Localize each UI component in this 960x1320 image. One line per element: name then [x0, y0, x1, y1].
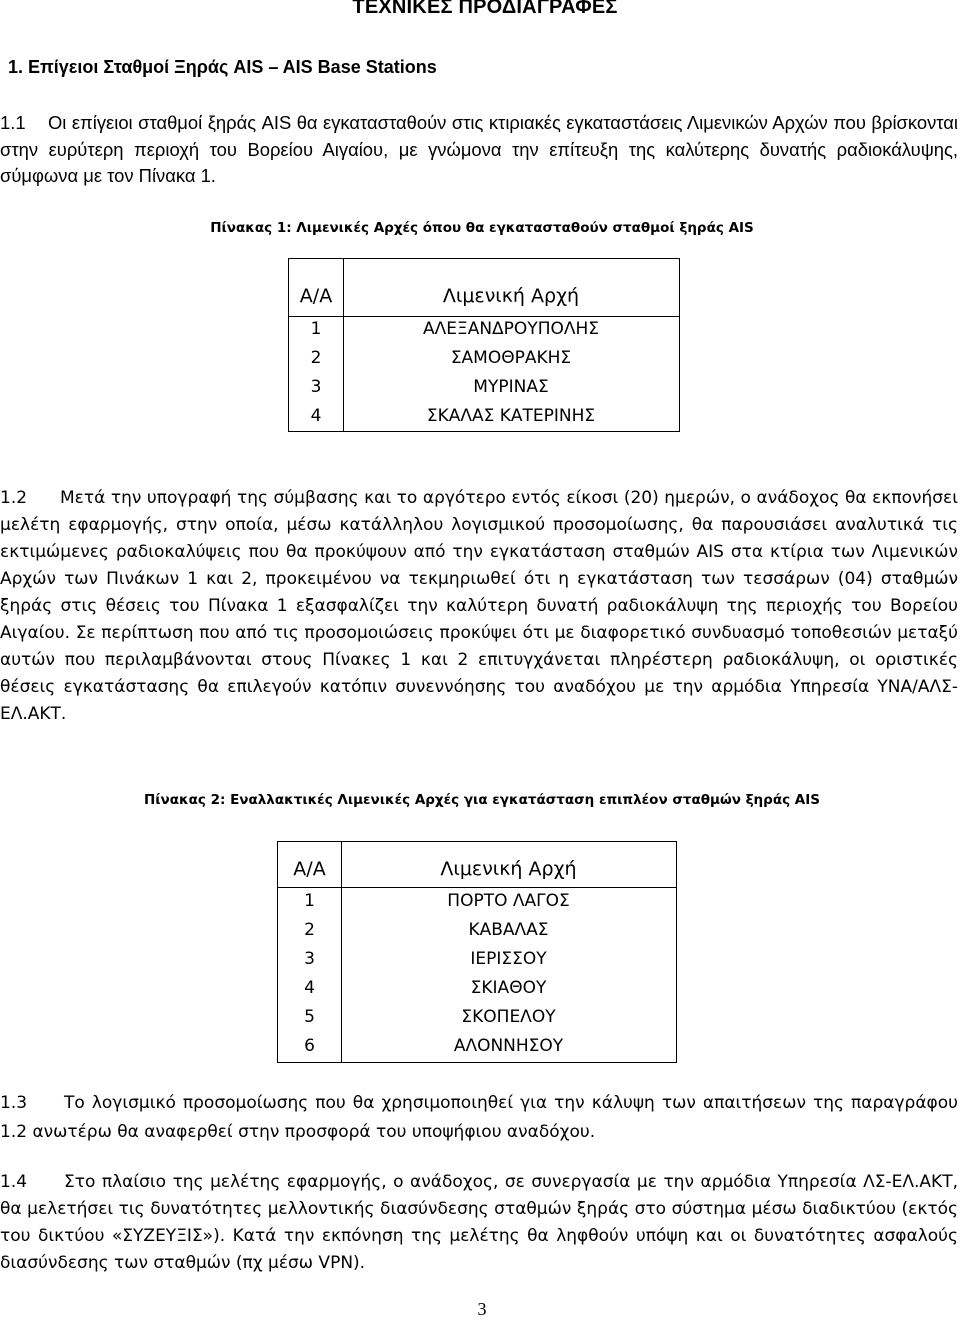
header-cell-authority: Λιμενική Αρχή	[440, 858, 577, 880]
cell-number: 3	[304, 949, 315, 969]
cell-number: 2	[304, 920, 315, 940]
cell-number: 2	[310, 348, 322, 368]
paragraph-number: 1.2	[0, 488, 28, 508]
header-cell-number: Α/Α	[293, 858, 326, 880]
section-heading: 1. Επίγειοι Σταθμοί Ξηράς AIS – AIS Base Stations	[8, 57, 437, 77]
document-title: ΤΕΧΝΙΚΕΣ ΠΡΟΔΙΑΓΡΑΦΕΣ	[352, 0, 618, 18]
paragraph-text: Μετά την υπογραφή της σύμβασης και το αργότερο εντός είκοσι (20) ημερών, ο ανάδοχος θα εκπονήσει μελέτη εφαρμογής, στην οποία, μέσω κατάλληλου λογισμικού προσομοίωσης, θα παρουσιάσει αναλυτικά τις εκτιμώμενες ραδιοκαλύψεις που θα προκύψουν από την εγκατάσταση σταθμών AIS στα κτίρια των Λιμενικών Αρχών των Πινάκων 1 και 2, προκειμένου να τεκμηριωθεί ότι η εγκατάσταση των τεσσάρων (04) σταθμών ξηράς στις θέσεις του Πίνακα 1 εξασφαλίζει την καλύτερη δυνατή ραδιοκάλυψη της περιοχής του Βορείου Αιγαίου. Σε περίπτωση που από τις προσομοιώσεις προκύψει ότι με διαφορετικό συνδυασμό τοποθεσιών μεταξύ αυτών που περιλαμβάνονται στους Πίνακες 1 και 2 επιτυγχάνεται πληρέστερη ραδιοκάλυψη, οι οριστικές θέσεις εγκατάστασης θα επιλεγούν κατόπιν συνεννόησης του αναδόχου με την αρμόδια Υπηρεσία ΥΝΑ/ΑΛΣ-ΕΛ.ΑΚΤ.	[0, 488, 958, 724]
cell-authority: ΣΚΟΠΕΛΟΥ	[461, 1007, 556, 1027]
cell-number: 1	[304, 891, 315, 911]
table-2	[277, 841, 677, 1063]
cell-authority: ΠΟΡΤΟ ΛΑΓΟΣ	[447, 891, 570, 911]
paragraph-number: 1.1	[0, 112, 26, 133]
paragraph-number: 1.3	[0, 1093, 28, 1113]
header-divider	[278, 887, 676, 888]
cell-number: 4	[310, 406, 322, 426]
header-divider	[289, 316, 679, 317]
cell-authority: ΚΑΒΑΛΑΣ	[468, 920, 549, 940]
cell-number: 4	[304, 978, 315, 998]
paragraph-text: Οι επίγειοι σταθμοί ξηράς AIS θα εγκατασταθούν στις κτιριακές εγκαταστάσεις Λιμενικών Αρχών που βρίσκονται στην ευρύτερη περιοχή του Βορείου Αιγαίου, με γνώμονα την επίτευξη της καλύτερης δυνατής ραδιοκάλυψης, σύμφωνα με τον Πίνακα 1.	[0, 112, 958, 187]
cell-number: 3	[310, 377, 322, 397]
cell-authority: ΣΚΑΛΑΣ ΚΑΤΕΡΙΝΗΣ	[426, 406, 596, 426]
paragraph-1-1	[0, 110, 958, 190]
cell-authority: ΣΑΜΟΘΡΑΚΗΣ	[450, 348, 572, 368]
paragraph-1-3	[0, 1089, 958, 1147]
cell-number: 6	[304, 1036, 315, 1056]
table-1-caption: Πίνακας 1: Λιμενικές Αρχές όπου θα εγκατασταθούν σταθμοί ξηράς AIS	[210, 220, 754, 236]
cell-authority: ΣΚΙΑΘΟΥ	[470, 978, 547, 998]
header-cell-number: Α/Α	[299, 285, 333, 307]
table-2-caption: Πίνακας 2: Εναλλακτικές Λιμενικές Αρχές για εγκατάσταση επιπλέον σταθμών ξηράς AIS	[143, 792, 821, 808]
cell-authority: ΑΛΕΞΑΝΔΡΟΥΠΟΛΗΣ	[422, 319, 600, 339]
cell-number: 1	[310, 319, 322, 339]
paragraph-1-4	[0, 1169, 958, 1277]
header-cell-authority: Λιμενική Αρχή	[442, 285, 580, 307]
cell-authority: ΜΥΡΙΝΑΣ	[473, 377, 549, 397]
cell-number: 5	[304, 1007, 315, 1027]
cell-authority: ΑΛΟΝΝΗΣΟΥ	[453, 1036, 564, 1056]
cell-authority: ΙΕΡΙΣΣΟΥ	[470, 949, 547, 969]
page-number: 3	[477, 1299, 487, 1319]
table-1	[288, 258, 680, 432]
paragraph-text: Στο πλαίσιο της μελέτης εφαρμογής, ο ανάδοχος, σε συνεργασία με την αρμόδια Υπηρεσία ΛΣ-ΕΛ.ΑΚΤ, θα μελετήσει τις δυνατότητες μελλοντικής διασύνδεσης σταθμών ξηράς στο σύστημα μέσω διαδικτύου (εκτός του δικτύου «ΣΥΖΕΥΞΙΣ»). Κατά την εκπόνηση της μελέτης θα ληφθούν υπόψη και οι δυνατότητες ασφαλούς διασύνδεσης των σταθμών (πχ μέσω VPN).	[0, 1172, 958, 1273]
paragraph-number: 1.4	[0, 1172, 28, 1192]
paragraph-1-2	[0, 485, 958, 728]
paragraph-text: Το λογισμικό προσομοίωσης που θα χρησιμοποιηθεί για την κάλυψη των απαιτήσεων της παραγράφου 1.2 ανωτέρω θα αναφερθεί στην προσφορά του υποψήφιου αναδόχου.	[0, 1093, 958, 1142]
